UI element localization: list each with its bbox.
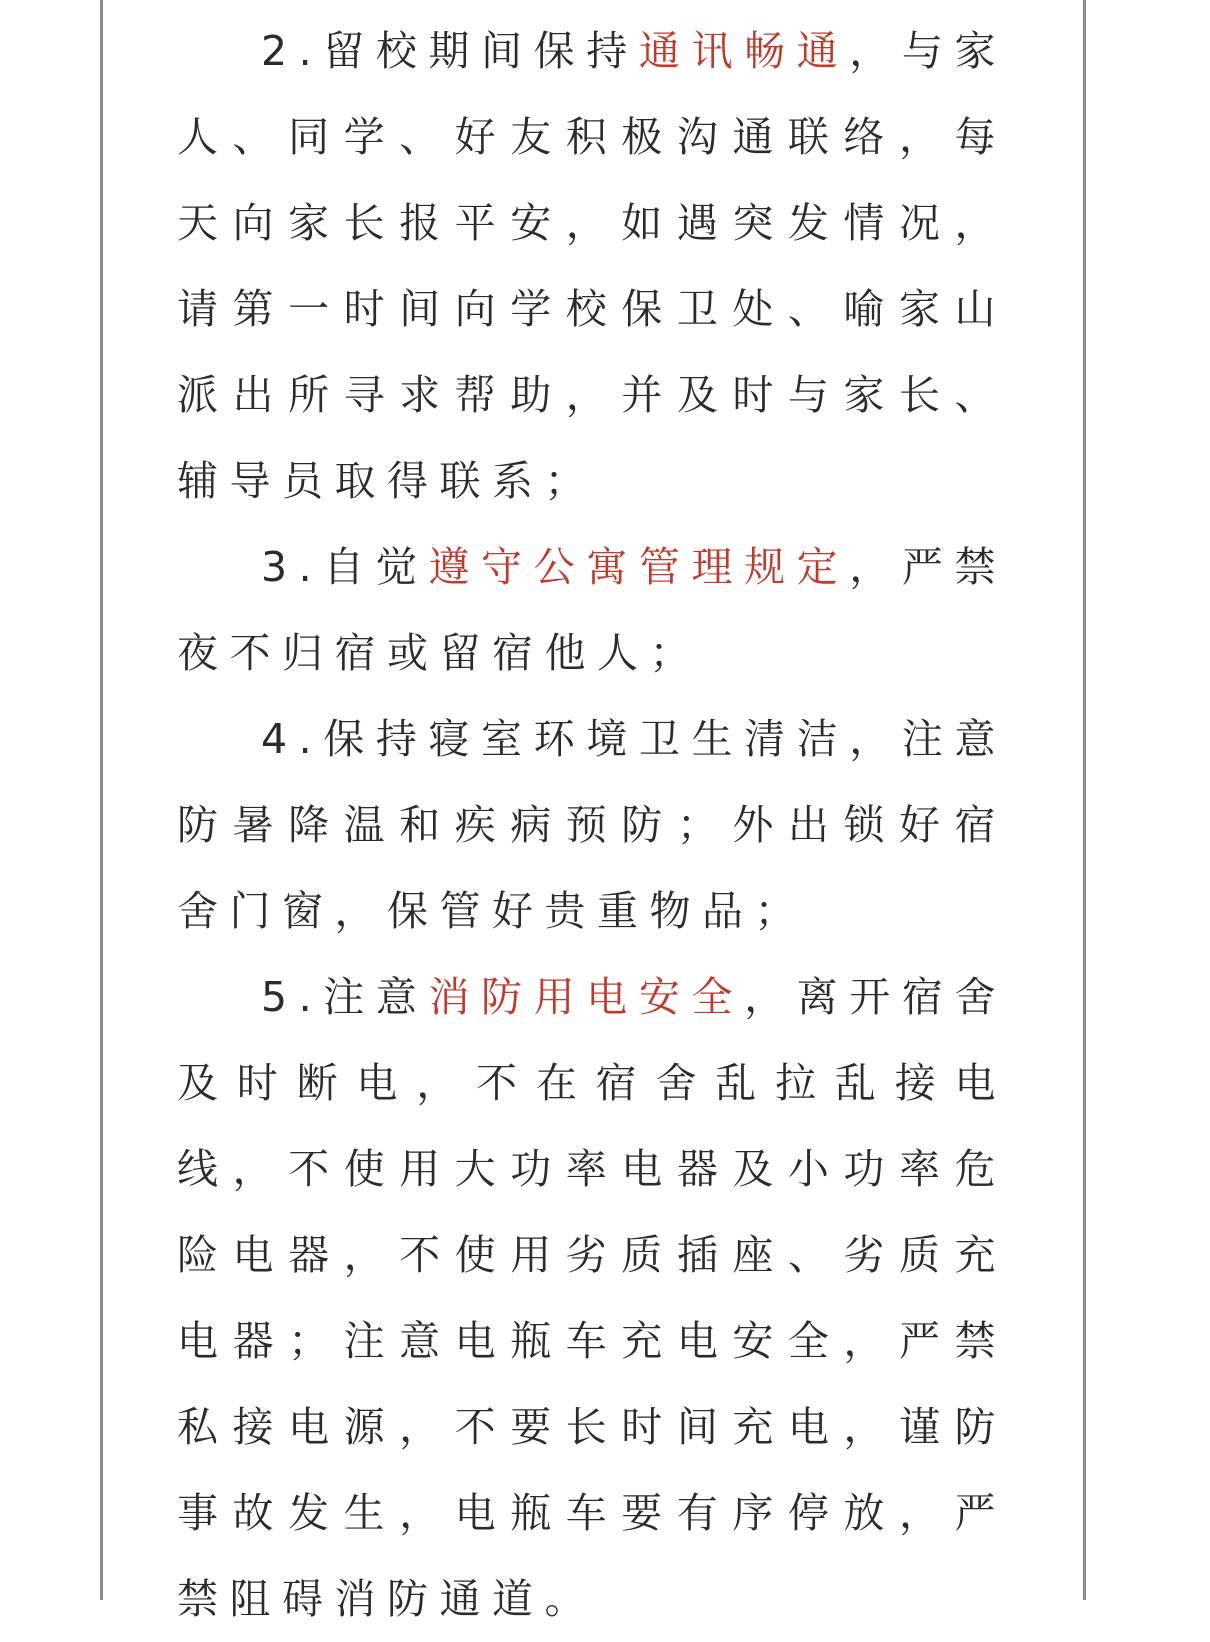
paragraph-5-fire-electric-safety [177, 954, 1007, 1642]
paragraph-text: ，与家人、同学、好友积极沟通联络，每天向家长报平安，如遇突发情况，请第一时间向学校保卫处、喻家山派出所寻求帮助，并及时与家长、辅导员取得联系； [177, 27, 1008, 505]
right-frame-line [1083, 0, 1086, 1600]
paragraph-text: 5.注意 [261, 973, 429, 1021]
paragraph-text: 2.留校期间保持 [261, 27, 639, 75]
paragraph-2-communication [177, 8, 1007, 524]
highlight-text: 消防用电安全 [428, 973, 745, 1021]
paragraph-text: 4.保持寝室环境卫生清洁，注意防暑降温和疾病预防；外出锁好宿舍门窗，保管好贵重物品； [177, 715, 1007, 935]
highlight-text: 通讯畅通 [638, 27, 850, 75]
notice-body [177, 8, 1007, 1642]
paragraph-text: 3.自觉 [261, 543, 429, 591]
left-frame-line [100, 0, 103, 1600]
highlight-text: 遵守公寓管理规定 [428, 543, 850, 591]
paragraph-4-hygiene [177, 696, 1007, 954]
paragraph-text: ，严禁夜不归宿或留宿他人； [177, 543, 1008, 677]
paragraph-text: ，离开宿舍及时断电，不在宿舍乱拉乱接电线，不使用大功率电器及小功率危险电器，不使用劣质插座、劣质充电器；注意电瓶车充电安全，严禁私接电源，不要长时间充电，谨防事故发生，电瓶车要有序停放，严禁阻碍消防通道。 [177, 973, 1008, 1623]
paragraph-3-dorm-rules [177, 524, 1007, 696]
